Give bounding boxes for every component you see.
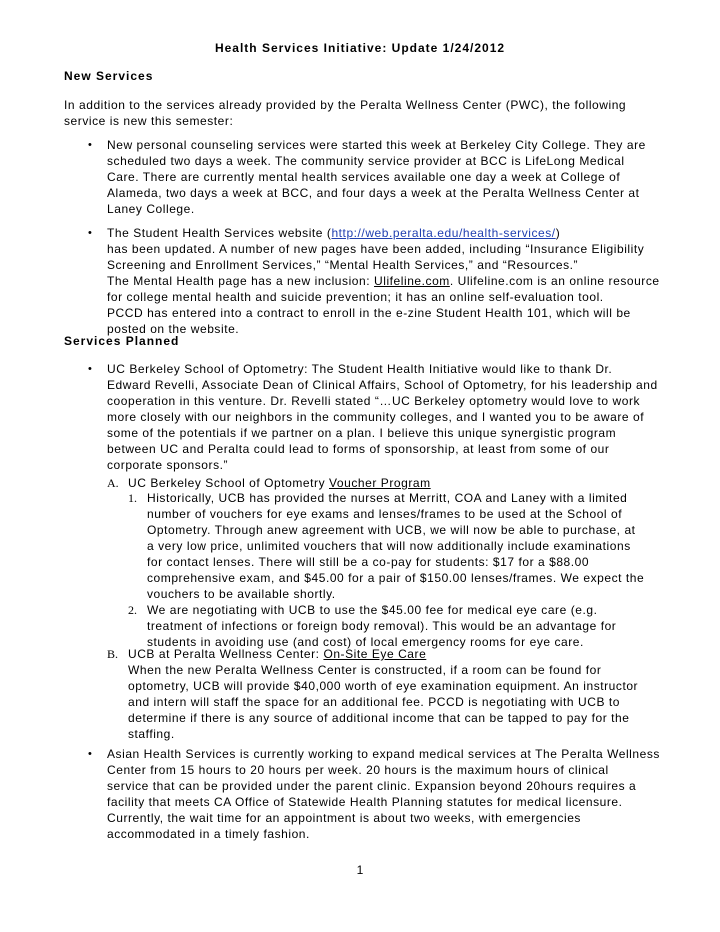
- subheading-underlined: Voucher Program: [329, 476, 431, 490]
- paragraph-text: ): [555, 226, 561, 240]
- paragraph-text: The Mental Health page has a new inclusion:: [107, 274, 375, 288]
- paragraph-line: [107, 273, 660, 289]
- paragraph-line: for contact lenses. There will still be a co-pay for students: $17 for a $88.00: [147, 555, 590, 569]
- paragraph-text: The Student Health Services website (: [107, 226, 332, 240]
- paragraph-line: vouchers to be available shortly.: [147, 587, 336, 601]
- subheading-underlined: On-Site Eye Care: [323, 647, 427, 661]
- subheading-text: UC Berkeley School of Optometry: [128, 476, 330, 490]
- subheading-text: UCB at Peralta Wellness Center:: [128, 647, 324, 661]
- page-number: 1: [356, 863, 364, 877]
- paragraph-line: Currently, the wait time for an appointment is about two weeks, with emergencies: [107, 811, 581, 825]
- paragraph-line: staffing.: [128, 727, 175, 741]
- list-marker-b: B.: [107, 647, 119, 661]
- paragraph-line: UC Berkeley School of Optometry: The Student Health Initiative would like to thank Dr.: [107, 362, 613, 376]
- paragraph-line: New personal counseling services were started this week at Berkeley City College. They are: [107, 138, 646, 152]
- paragraph-line: posted on the website.: [107, 322, 240, 336]
- paragraph-line: determine if there is any source of additional income that can be tapped to pay for the: [128, 711, 630, 725]
- list-marker-a: A.: [107, 476, 119, 490]
- subheading-on-site-eye-care: [128, 646, 426, 662]
- paragraph-line: Asian Health Services is currently working to expand medical services at The Peralta Wellness: [107, 747, 660, 761]
- bullet-icon: •: [88, 139, 92, 151]
- paragraph-line: number of vouchers for eye exams and lenses/frames to be used at the School of: [147, 507, 623, 521]
- paragraph-line: Edward Revelli, Associate Dean of Clinical Affairs, School of Optometry, for his leadership and: [107, 378, 658, 392]
- list-marker-2: 2.: [128, 603, 137, 617]
- paragraph-line: Laney College.: [107, 202, 195, 216]
- paragraph-line: Center from 15 hours to 20 hours per week. 20 hours is the maximum hours of clinical: [107, 763, 609, 777]
- paragraph-line: We are negotiating with UCB to use the $45.00 fee for medical eye care (e.g.: [147, 603, 598, 617]
- paragraph-line: Care. There are currently mental health services available one day a week at College of: [107, 170, 621, 184]
- bullet-icon: •: [88, 227, 92, 239]
- section-heading-services-planned: Services Planned: [64, 334, 180, 348]
- paragraph-line: When the new Peralta Wellness Center is constructed, if a room can be found for: [128, 663, 602, 677]
- paragraph-line: for college mental health and suicide prevention; it has an online self-evaluation tool.: [107, 290, 604, 304]
- section-heading-new-services: New Services: [64, 69, 154, 83]
- paragraph-line: treatment of infections or foreign body removal). This would be an advantage for: [147, 619, 617, 633]
- paragraph-line: PCCD has entered into a contract to enroll in the e-zine Student Health 101, which will be: [107, 306, 631, 320]
- bullet-icon: •: [88, 748, 92, 760]
- paragraph-line: Historically, UCB has provided the nurses at Merritt, COA and Laney with a limited: [147, 491, 628, 505]
- paragraph-line: a very low price, unlimited vouchers that will now additionally include examinations: [147, 539, 631, 553]
- paragraph-line: [107, 225, 560, 241]
- subheading-voucher-program: [128, 475, 431, 491]
- paragraph-line: cooperation in this venture. Dr. Revelli stated “…UC Berkeley optometry would love to work: [107, 394, 641, 408]
- paragraph-line: has been updated. A number of new pages have been added, including “Insurance Eligibility: [107, 242, 645, 256]
- paragraph-line: comprehensive exam, and $45.00 for a pair of $150.00 lenses/frames. We expect the: [147, 571, 645, 585]
- paragraph-line: corporate sponsors.”: [107, 458, 229, 472]
- paragraph-line: scheduled two days a week. The community service provider at BCC is LifeLong Medical: [107, 154, 625, 168]
- paragraph-line: accommodated in a timely fashion.: [107, 827, 310, 841]
- paragraph-line: some of the potentials if we partner on a plan. I believe this unique synergistic program: [107, 426, 617, 440]
- paragraph-line: and intern will staff the space for an additional fee. PCCD is negotiating with UCB to: [128, 695, 620, 709]
- paragraph-line: Alameda, two days a week at BCC, and four days a week at the Peralta Wellness Center at: [107, 186, 640, 200]
- paragraph-line: more closely with our neighbors in the community colleges, and I wanted you to be aware of: [107, 410, 645, 424]
- health-services-link[interactable]: http://web.peralta.edu/health-services/: [331, 226, 556, 240]
- intro-line: In addition to the services already provided by the Peralta Wellness Center (PWC), the following: [64, 98, 627, 112]
- paragraph-line: Screening and Enrollment Services,” “Mental Health Services,” and “Resources.”: [107, 258, 579, 272]
- ulifeline-link[interactable]: Ulifeline.com: [374, 274, 450, 288]
- paragraph-line: between UC and Peralta could lead to forms of sponsorship, at least from some of our: [107, 442, 610, 456]
- bullet-icon: •: [88, 363, 92, 375]
- paragraph-line: optometry, UCB will provide $40,000 worth of eye examination equipment. An instructor: [128, 679, 639, 693]
- paragraph-text: . Ulifeline.com is an online resource: [449, 274, 660, 288]
- paragraph-line: facility that meets CA Office of Statewide Health Planning statutes for medical licensure.: [107, 795, 623, 809]
- intro-line: service is new this semester:: [64, 114, 234, 128]
- paragraph-line: service that can be provided under the parent clinic. Expansion beyond 20hours requires a: [107, 779, 637, 793]
- paragraph-line: Optometry. Through anew agreement with UCB, we will now be able to purchase, at: [147, 523, 636, 537]
- list-marker-1: 1.: [128, 491, 137, 505]
- paragraph-line: students in avoiding use (and cost) of local emergency rooms for eye care.: [147, 635, 584, 649]
- page-title: Health Services Initiative: Update 1/24/2012: [214, 41, 506, 55]
